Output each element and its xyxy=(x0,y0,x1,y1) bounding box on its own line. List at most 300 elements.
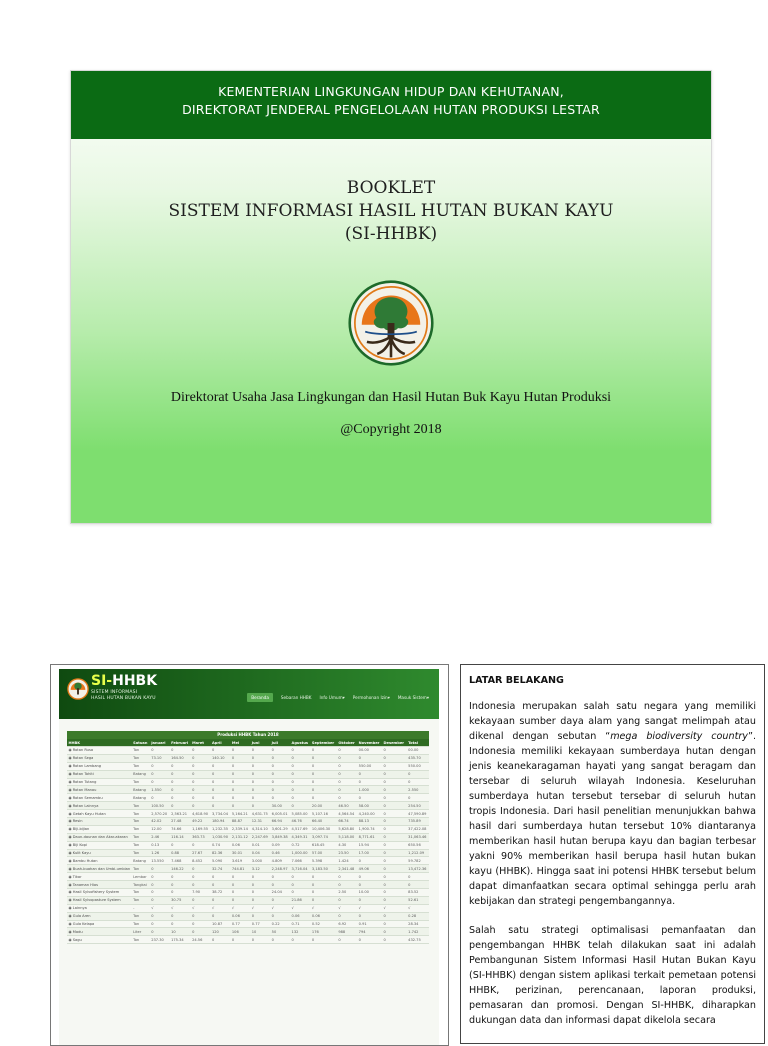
column-header: April xyxy=(210,739,230,747)
table-cell: 0 xyxy=(357,873,382,881)
table-cell: 0 xyxy=(170,889,191,897)
table-cell: 21.86 xyxy=(290,896,310,904)
table-cell: 0 xyxy=(382,810,407,818)
table-cell: 2,247.69 xyxy=(250,833,270,841)
table-cell: 0 xyxy=(250,770,270,778)
table-cell: 0 xyxy=(357,896,382,904)
table-cell: 0 xyxy=(310,896,336,904)
table-cell: 46.50 xyxy=(337,802,357,810)
table-cell: 13,472.36 xyxy=(407,865,429,873)
table-cell: Ton xyxy=(132,825,150,833)
table-cell: 0 xyxy=(337,873,357,881)
hhbk-name-cell[interactable]: ◉ Gula Kelapa xyxy=(67,920,132,928)
table-cell: 0 xyxy=(407,770,429,778)
table-cell: 0 xyxy=(407,778,429,786)
table-cell: 0 xyxy=(310,881,336,889)
table-cell: Ton xyxy=(132,849,150,857)
table-cell: 8,771.61 xyxy=(357,833,382,841)
column-header: Satuan xyxy=(132,739,150,747)
table-cell: 0 xyxy=(191,912,211,920)
hhbk-name-cell[interactable]: ◉ Biji Kopi xyxy=(67,841,132,849)
table-cell: 23.50 xyxy=(337,849,357,857)
paragraph-1-italic: mega biodiversity country xyxy=(610,731,748,742)
table-cell: 0 xyxy=(357,881,382,889)
table-cell: 0 xyxy=(250,873,270,881)
table-cell: 2.46 xyxy=(150,833,170,841)
hhbk-name-cell[interactable]: ◉ Rotan Tohiti xyxy=(67,770,132,778)
table-cell: 4,240.00 xyxy=(357,810,382,818)
hhbk-name-cell[interactable]: ◉ Daun-daunan dan Akar-akaran xyxy=(67,833,132,841)
table-cell: 0.52 xyxy=(310,920,336,928)
table-cell: 0 xyxy=(150,762,170,770)
table-cell: √ xyxy=(150,904,170,912)
table-cell: 0 xyxy=(210,881,230,889)
table-cell: √ xyxy=(270,904,290,912)
table-cell: 0 xyxy=(150,794,170,802)
table-cell: 3,849.38 xyxy=(270,833,290,841)
table-row xyxy=(67,896,429,904)
table-cell: Lembar xyxy=(132,873,150,881)
table-cell: √ xyxy=(290,904,310,912)
table-header-row xyxy=(67,739,429,747)
cover-title xyxy=(71,177,711,246)
hhbk-name-cell[interactable]: ◉ Sagu xyxy=(67,936,132,944)
table-cell: 0 xyxy=(357,912,382,920)
menu-permohonan-izin[interactable]: Permohonan Izin▾ xyxy=(352,695,390,700)
table-cell: 0 xyxy=(210,912,230,920)
table-cell: 1.26 xyxy=(150,849,170,857)
table-cell: 0 xyxy=(270,762,290,770)
table-cell: 27.67 xyxy=(191,849,211,857)
table-cell: 1,030.90 xyxy=(210,833,230,841)
table-cell: 0 xyxy=(210,762,230,770)
table-row xyxy=(67,802,429,810)
table-row xyxy=(67,762,429,770)
column-header: Agustus xyxy=(290,739,310,747)
hhbk-name-cell[interactable]: ◉ Rotan Lambang xyxy=(67,762,132,770)
table-cell: 0 xyxy=(170,841,191,849)
table-cell: 66.40 xyxy=(310,818,336,826)
table-cell: 0 xyxy=(337,762,357,770)
table-row xyxy=(67,770,429,778)
column-header: Desember xyxy=(382,739,407,747)
table-cell: 27.48 xyxy=(170,818,191,826)
table-cell: Ton xyxy=(132,865,150,873)
table-cell: Ton xyxy=(132,802,150,810)
table-cell: 0 xyxy=(382,896,407,904)
table-cell: 0 xyxy=(290,762,310,770)
table-cell: 0 xyxy=(270,896,290,904)
table-cell: 0 xyxy=(150,873,170,881)
table-cell: 0 xyxy=(210,770,230,778)
table-cell: 8.452 xyxy=(191,857,211,865)
table-cell: 0.77 xyxy=(250,920,270,928)
table-cell: 66.74 xyxy=(337,818,357,826)
table-cell: 0 xyxy=(382,754,407,762)
table-cell: Ton xyxy=(132,747,150,755)
table-cell: 82.36 xyxy=(210,849,230,857)
table-cell: Ton xyxy=(132,889,150,897)
table-cell: 2,570.20 xyxy=(150,810,170,818)
table-cell: 120 xyxy=(210,928,230,936)
table-cell: 0 xyxy=(191,754,211,762)
hhbk-name-cell[interactable]: ◉ Getah Kayu Hutan xyxy=(67,810,132,818)
hhbk-name-cell[interactable]: ◉ Rotan Rusa xyxy=(67,747,132,755)
table-cell: 116.14 xyxy=(170,833,191,841)
table-cell: 52.61 xyxy=(407,896,429,904)
main-menu xyxy=(247,693,429,702)
table-cell: 0 xyxy=(270,754,290,762)
table-cell: 0 xyxy=(191,762,211,770)
table-cell: 0 xyxy=(191,794,211,802)
table-cell: 17.00 xyxy=(357,849,382,857)
table-cell: 0.22 xyxy=(270,920,290,928)
table-row xyxy=(67,904,429,912)
table-cell: 12.00 xyxy=(150,825,170,833)
table-cell: 6.92 xyxy=(337,920,357,928)
table-cell: 1.424 xyxy=(337,857,357,865)
table-cell: 0 xyxy=(270,881,290,889)
table-cell: 1,212.09 xyxy=(407,849,429,857)
table-cell: 0 xyxy=(210,786,230,794)
menu-masuk-sistem[interactable]: Masuk Sistem▾ xyxy=(397,695,429,700)
table-cell: 0 xyxy=(382,928,407,936)
table-cell: 0 xyxy=(337,936,357,944)
hhbk-name-cell[interactable]: ◉ Gula Aren xyxy=(67,912,132,920)
table-cell: 0 xyxy=(250,754,270,762)
paragraph-1-end: ”. Indonesia memiliki kekayaan sumberdaya hutan dengan jenis keanekaragaman hayati yang sangat beragam dan tersebar di seluruh wilayah Indonesia. Keseluruhan sumberdaya hutan tersebut tersebar di seluruh hutan tropis Indonesia. Dari hasil penelitian menunjukkan bahwa hasil dari sumberdaya hutan tersebut 10% diantaranya memberikan hasil hutan berupa kayu dan bagian terbesar yakni 90% memberikan hasil berupa hasil hutan bukan kayu (HHBK). Hingga saat ini potensi HHBK tersebut belum dapat dimanfaatkan secara optimal sehingga perlu arah kebijakan dan strategi pengembangannya. xyxy=(469,731,756,907)
table-cell: 0 xyxy=(382,889,407,897)
table-cell: Ton xyxy=(132,754,150,762)
table-cell: 0 xyxy=(270,936,290,944)
table-cell: 0 xyxy=(170,794,191,802)
table-cell: 42.02 xyxy=(150,818,170,826)
table-cell: 0.91 xyxy=(357,920,382,928)
column-header: September xyxy=(310,739,336,747)
table-cell: 432.75 xyxy=(407,936,429,944)
table-cell: 0 xyxy=(382,794,407,802)
table-cell: √ xyxy=(310,904,336,912)
table-cell: 0.09 xyxy=(270,841,290,849)
hhbk-name-cell[interactable]: ◉ Madu xyxy=(67,928,132,936)
table-cell: 0 xyxy=(382,857,407,865)
hhbk-name-cell[interactable]: ◉ Kulit Kayu xyxy=(67,849,132,857)
table-cell: 140.10 xyxy=(210,754,230,762)
table-cell: 2,339.14 xyxy=(230,825,250,833)
table-cell: 550.00 xyxy=(407,762,429,770)
table-cell: 4,349.31 xyxy=(290,833,310,841)
table-row xyxy=(67,833,429,841)
table-cell: 83.52 xyxy=(407,889,429,897)
table-cell: 10 xyxy=(250,928,270,936)
table-row xyxy=(67,857,429,865)
table-row xyxy=(67,794,429,802)
table-title: Produksi HHBK Tahun 2018 xyxy=(67,731,429,739)
column-header: Total xyxy=(407,739,429,747)
table-cell: 0 xyxy=(407,873,429,881)
hhbk-name-cell[interactable]: ◉ Buah-buahan dan Umbi-umbian xyxy=(68,866,131,871)
table-cell: Liter xyxy=(132,928,150,936)
table-cell: 0 xyxy=(150,770,170,778)
table-cell: 0 xyxy=(382,762,407,770)
table-cell: 1.742 xyxy=(407,928,429,936)
table-cell: 3,601.29 xyxy=(270,825,290,833)
table-cell: 106 xyxy=(230,928,250,936)
table-row xyxy=(67,754,429,762)
menu-beranda[interactable]: Beranda xyxy=(247,693,273,702)
table-cell: 650.56 xyxy=(407,841,429,849)
table-cell: 0 xyxy=(382,936,407,944)
table-cell: 5,085.00 xyxy=(290,810,310,818)
table-cell: 2.550 xyxy=(407,786,429,794)
column-header: Oktober xyxy=(337,739,357,747)
table-cell: 0 xyxy=(230,770,250,778)
table-cell: 0 xyxy=(150,912,170,920)
table-cell: 0 xyxy=(382,881,407,889)
paragraph-1-start: Indonesia merupakan salah satu negara yang memiliki kekayaan sumber daya alam yang sangat melimpah atau dikenal dengan sebutan “ xyxy=(469,701,756,742)
table-cell: 0 xyxy=(210,747,230,755)
table-row xyxy=(67,873,429,881)
table-cell: 0 xyxy=(357,754,382,762)
table-cell: 0.74 xyxy=(210,841,230,849)
table-cell: 2.50 xyxy=(337,889,357,897)
table-cell: 0 xyxy=(150,920,170,928)
brand-prefix: SI- xyxy=(91,673,113,689)
table-cell: 4,618.90 xyxy=(191,810,211,818)
cover-header xyxy=(71,71,711,139)
table-cell: 4.809 xyxy=(270,857,290,865)
table-cell: 0 xyxy=(250,912,270,920)
table-cell: 618.45 xyxy=(310,841,336,849)
table-cell: 46.76 xyxy=(290,818,310,826)
column-header: Juni xyxy=(250,739,270,747)
table-cell: Ton xyxy=(132,841,150,849)
hhbk-name-cell[interactable]: ◉ Bambu Hutan xyxy=(67,857,132,865)
hhbk-name-cell[interactable]: ◉ Rotan Sega xyxy=(67,754,132,762)
table-cell: 0 xyxy=(290,794,310,802)
table-cell: 5,628.80 xyxy=(337,825,357,833)
table-cell: 0 xyxy=(382,873,407,881)
column-header: Januari xyxy=(150,739,170,747)
table-cell: 58.00 xyxy=(357,802,382,810)
table-row xyxy=(67,818,429,826)
hhbk-name-cell[interactable]: ◉ Lainnya xyxy=(67,904,132,912)
table-cell: 0 xyxy=(170,747,191,755)
table-row xyxy=(67,920,429,928)
table-cell: 0 xyxy=(310,762,336,770)
hhbk-name-cell[interactable]: ◉ Rotan Tutang xyxy=(67,778,132,786)
hhbk-name-cell[interactable]: ◉ Biji-bijian xyxy=(67,825,132,833)
table-cell: 0 xyxy=(170,920,191,928)
table-cell: 0 xyxy=(150,889,170,897)
table-cell: 0 xyxy=(357,770,382,778)
table-cell: 0 xyxy=(170,912,191,920)
column-header: Juli xyxy=(270,739,290,747)
table-cell: 0 xyxy=(250,889,270,897)
menu-info-umum[interactable]: Info Umum▾ xyxy=(319,695,345,700)
table-cell: 37,422.08 xyxy=(407,825,429,833)
table-row xyxy=(67,825,429,833)
paragraph-1 xyxy=(469,699,756,909)
table-cell: √ xyxy=(337,904,357,912)
table-cell: 0 xyxy=(191,881,211,889)
table-cell: 0 xyxy=(150,896,170,904)
table-cell: 0 xyxy=(337,881,357,889)
column-header: HHBK xyxy=(67,739,132,747)
table-row xyxy=(67,936,429,944)
table-cell: 0 xyxy=(337,754,357,762)
table-cell: 0.06 xyxy=(310,912,336,920)
table-row xyxy=(67,889,429,897)
table-cell: Ton xyxy=(132,818,150,826)
table-row xyxy=(67,786,429,794)
table-cell: 0.01 xyxy=(250,841,270,849)
table-cell: 00.00 xyxy=(407,747,429,755)
hhbk-name-cell[interactable]: ◉ Hasil Sylvofishery System xyxy=(67,889,132,897)
table-cell: 50 xyxy=(270,928,290,936)
table-cell: 0 xyxy=(270,747,290,755)
hhbk-name-cell[interactable]: ◉ Hasil Sylvopasture System xyxy=(67,896,132,904)
section-heading: LATAR BELAKANG xyxy=(469,675,564,686)
table-cell: 30.00 xyxy=(270,802,290,810)
table-cell: 0 xyxy=(407,881,429,889)
table-cell: 0 xyxy=(230,889,250,897)
table-cell: √ xyxy=(250,904,270,912)
table-row xyxy=(67,747,429,755)
table-cell: 0 xyxy=(191,920,211,928)
table-cell: 0 xyxy=(191,747,211,755)
table-cell: √ xyxy=(191,904,211,912)
hhbk-name-cell[interactable]: ◉ Tanaman Hias xyxy=(67,881,132,889)
table-cell: 30.01 xyxy=(230,849,250,857)
table-cell: Tangkai xyxy=(132,881,150,889)
table-cell: 0 xyxy=(357,794,382,802)
brand[interactable] xyxy=(91,673,157,701)
table-cell: 164.50 xyxy=(170,754,191,762)
table-cell: 132 xyxy=(290,928,310,936)
page-body xyxy=(59,719,439,1046)
cover-title-line-3: (SI-HHBK) xyxy=(344,224,438,244)
table-cell: 24.04 xyxy=(270,889,290,897)
hhbk-name-cell[interactable]: ◉ Rotan Lainnya xyxy=(67,802,132,810)
hhbk-name-cell[interactable]: ◉ Resin xyxy=(67,818,132,826)
table-cell: 0 xyxy=(290,786,310,794)
table-cell: 4,517.69 xyxy=(290,825,310,833)
table-cell: 0 xyxy=(230,896,250,904)
table-cell: 0 xyxy=(382,841,407,849)
table-cell: 0 xyxy=(250,881,270,889)
table-cell: 00.00 xyxy=(357,747,382,755)
table-cell: 5.398 xyxy=(310,857,336,865)
table-cell: 0 xyxy=(230,747,250,755)
table-cell: Ton xyxy=(132,810,150,818)
table-cell: Ton xyxy=(132,762,150,770)
table-cell: Ton xyxy=(132,833,150,841)
hhbk-name-cell[interactable]: ◉ Tikar xyxy=(67,873,132,881)
table-cell: Batang xyxy=(132,794,150,802)
table-cell: 0 xyxy=(337,778,357,786)
table-cell: 0.72 xyxy=(290,841,310,849)
table-cell: 38.72 xyxy=(210,889,230,897)
brand-suffix: HHBK xyxy=(112,673,158,689)
table-cell: 0 xyxy=(290,889,310,897)
table-cell: 0 xyxy=(337,794,357,802)
table-cell: 10.00 xyxy=(357,889,382,897)
hhbk-name-cell[interactable]: ◉ Rotan Semambu xyxy=(67,794,132,802)
table-cell: 5,118.00 xyxy=(337,833,357,841)
table-cell: 0 xyxy=(250,747,270,755)
table-cell: 49.22 xyxy=(191,818,211,826)
table-cell: 0.06 xyxy=(230,912,250,920)
si-hhbk-logo-icon xyxy=(67,678,89,700)
table-cell: 0 xyxy=(382,833,407,841)
table-body xyxy=(67,747,429,944)
table-cell: 3.619 xyxy=(230,857,250,865)
table-cell: 0 xyxy=(310,889,336,897)
table-cell: 0 xyxy=(230,881,250,889)
table-cell: 735.89 xyxy=(407,818,429,826)
table-cell: 0 xyxy=(310,873,336,881)
table-cell: 4,631.75 xyxy=(250,810,270,818)
table-cell: 0 xyxy=(270,778,290,786)
table-cell: 176 xyxy=(310,928,336,936)
kementerian-lhk-logo-icon xyxy=(348,280,434,366)
table-cell: 0.77 xyxy=(230,920,250,928)
table-cell: 0 xyxy=(310,936,336,944)
table-cell: 0 xyxy=(170,762,191,770)
table-cell: √ xyxy=(407,904,429,912)
hhbk-name-cell[interactable]: ◉ Rotan Manau xyxy=(67,786,132,794)
table-cell: 0.13 xyxy=(150,841,170,849)
table-cell: 13.550 xyxy=(150,857,170,865)
table-row xyxy=(67,928,429,936)
table-cell: Batang xyxy=(132,857,150,865)
table-cell: 1,000.00 xyxy=(290,849,310,857)
table-cell: 0 xyxy=(191,786,211,794)
table-cell: 146.22 xyxy=(170,865,191,873)
table-cell: 0 xyxy=(290,778,310,786)
table-cell: 0 xyxy=(337,747,357,755)
table-cell: 0 xyxy=(191,873,211,881)
table-cell: 12.31 xyxy=(250,818,270,826)
table-cell: 0 xyxy=(150,778,170,786)
table-cell: 0 xyxy=(337,770,357,778)
table-cell: 0 xyxy=(210,778,230,786)
cover-copyright: @Copyright 2018 xyxy=(340,422,442,437)
column-header: Maret xyxy=(191,739,211,747)
table-cell: 31,063.46 xyxy=(407,833,429,841)
production-table xyxy=(67,731,429,944)
site-navbar xyxy=(59,669,439,719)
table-cell: 3.12 xyxy=(250,865,270,873)
table-cell: 10,406.30 xyxy=(310,825,336,833)
table-cell: 0 xyxy=(150,865,170,873)
table-cell: Ton xyxy=(132,936,150,944)
table-cell: 0 xyxy=(191,928,211,936)
menu-sebaran-hhbk[interactable]: Sebaran HHBK xyxy=(280,695,312,700)
table-cell: 10 xyxy=(170,928,191,936)
table-cell: 0 xyxy=(191,802,211,810)
table-cell: 88.13 xyxy=(357,818,382,826)
table-cell: √ xyxy=(230,904,250,912)
table-cell: 24.56 xyxy=(191,936,211,944)
table-cell: 0 xyxy=(170,881,191,889)
cover-title-line-2: SISTEM INFORMASI HASIL HUTAN BUKAN KAYU xyxy=(168,201,614,221)
table-cell: 3,716.04 xyxy=(290,865,310,873)
table-cell: 5,164.21 xyxy=(230,810,250,818)
table-cell: 0 xyxy=(250,778,270,786)
table-cell: √ xyxy=(382,904,407,912)
